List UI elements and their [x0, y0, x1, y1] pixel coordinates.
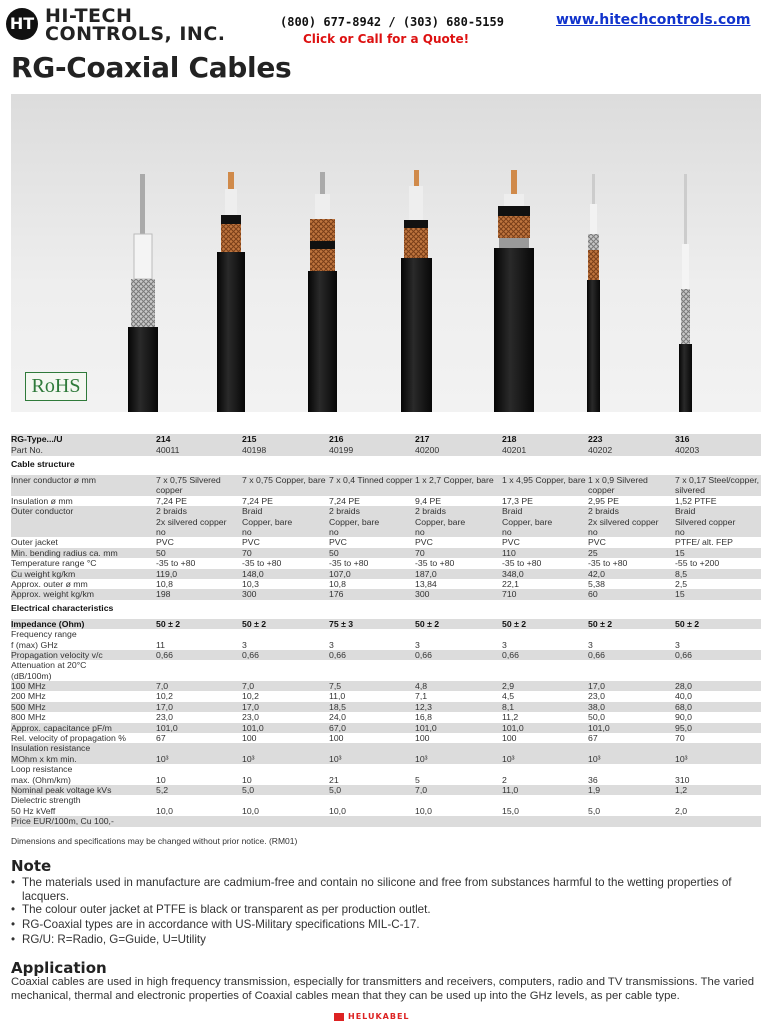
table-cell: 10³ — [502, 753, 515, 764]
note-bullet: • The colour outer jacket at PTFE is black or transparent as per production outlet. — [11, 903, 431, 916]
rohs-badge: RoHS — [25, 372, 87, 401]
row-label: Approx. capacitance pF/m — [11, 722, 112, 733]
table-row — [11, 764, 761, 785]
table-cell: Braid Copper, bare no — [242, 506, 293, 537]
table-cell: 7,0 — [415, 785, 428, 796]
table-cell: 50 ± 2 — [502, 618, 527, 629]
table-row — [11, 691, 761, 701]
table-cell: 10 — [242, 774, 252, 785]
row-label: Dielectric strength 50 Hz kVeff — [11, 795, 81, 816]
table-cell: 40,0 — [675, 691, 692, 702]
row-label: Insulation resistance MOhm x km min. — [11, 743, 91, 764]
table-cell: 100 — [415, 733, 430, 744]
table-cell: 38,0 — [588, 701, 605, 712]
table-cell: 50 — [329, 547, 339, 558]
table-cell: 10,2 — [242, 691, 259, 702]
table-cell: 50 ± 2 — [675, 618, 700, 629]
table-cell: 90,0 — [675, 712, 692, 723]
table-cell: 68,0 — [675, 701, 692, 712]
table-cell: 176 — [329, 589, 344, 600]
table-row — [11, 506, 761, 537]
table-cell: 100 — [242, 733, 257, 744]
table-cell — [675, 660, 677, 670]
table-cell: 11,0 — [329, 691, 346, 702]
table-cell: 10³ — [675, 753, 688, 764]
page-title: RG-Coaxial Cables — [11, 51, 292, 84]
table-cell: 1,52 PTFE — [675, 495, 717, 506]
row-label: Min. bending radius ca. mm — [11, 547, 118, 558]
table-row — [11, 816, 761, 826]
table-cell: 0,66 — [415, 649, 432, 660]
table-cell: 60 — [588, 589, 598, 600]
table-cell: -35 to +80 — [156, 558, 196, 569]
row-label: 800 MHz — [11, 712, 46, 723]
company-logo-icon: HT — [6, 8, 38, 40]
website-link[interactable]: www.hitechcontrols.com — [556, 12, 751, 28]
table-cell: 5,0 — [242, 785, 255, 796]
table-cell: 3 — [588, 639, 593, 650]
table-cell: 11 — [156, 639, 166, 650]
table-cell: 10,0 — [242, 805, 259, 816]
table-cell: 10,8 — [329, 578, 346, 589]
row-label: Insulation ø mm — [11, 495, 73, 506]
part-number-row — [11, 445, 761, 456]
table-cell: 101,0 — [156, 722, 178, 733]
table-cell: 3 — [502, 639, 507, 650]
table-row — [11, 733, 761, 743]
part-number: 40202 — [588, 445, 613, 455]
table-cell: 7,5 — [329, 681, 342, 692]
table-cell: 10 — [156, 774, 166, 785]
table-cell: 198 — [156, 589, 171, 600]
table-row — [11, 475, 761, 496]
table-cell: 42,0 — [588, 568, 605, 579]
table-cell — [415, 816, 417, 826]
part-number: 40011 — [156, 445, 180, 455]
cable-218-image — [494, 170, 534, 412]
table-cell: 10³ — [415, 753, 428, 764]
table-cell: 10,2 — [156, 691, 173, 702]
table-cell: 50,0 — [588, 712, 605, 723]
table-cell: 5,2 — [156, 785, 169, 796]
row-label: Nominal peak voltage kVs — [11, 785, 112, 796]
table-row — [11, 579, 761, 589]
table-cell: 8,5 — [675, 568, 688, 579]
row-label: Loop resistance max. (Ohm/km) — [11, 764, 73, 785]
table-cell: PVC — [588, 537, 606, 548]
table-cell: -35 to +80 — [588, 558, 628, 569]
row-label: Price EUR/100m, Cu 100,- — [11, 816, 114, 827]
row-label: Propagation velocity v/c — [11, 649, 103, 660]
part-number: 40201 — [502, 445, 527, 455]
table-cell: 2 braids 2x silvered copper no — [156, 506, 227, 537]
table-row — [11, 660, 761, 681]
table-cell — [156, 816, 158, 826]
table-cell — [675, 816, 677, 826]
table-cell: 710 — [502, 589, 517, 600]
table-cell: 1 x 0,9 Silvered copper — [588, 475, 648, 496]
table-cell: 1 x 2,7 Copper, bare — [415, 475, 494, 485]
table-cell: 300 — [242, 589, 257, 600]
table-cell: 10³ — [242, 753, 255, 764]
table-cell: 5,38 — [588, 578, 605, 589]
table-cell: 4,8 — [415, 681, 428, 692]
row-label: Outer jacket — [11, 537, 58, 548]
table-cell: 15,0 — [502, 805, 519, 816]
table-cell: 15 — [675, 589, 685, 600]
table-cell — [415, 660, 417, 670]
cable-217-image — [401, 170, 432, 412]
note-bullet: • The materials used in manufacture are cadmium-free and contain no silicone and free from substances harmful to the wetting properties of lacquers. — [11, 876, 732, 903]
table-cell: PVC — [415, 537, 433, 548]
table-cell — [588, 816, 590, 826]
table-cell: 10,8 — [156, 578, 173, 589]
table-row — [11, 558, 761, 568]
table-cell: 7,0 — [242, 681, 255, 692]
table-cell: 17,0 — [588, 681, 605, 692]
table-cell: 310 — [675, 774, 690, 785]
table-cell: -55 to +200 — [675, 558, 720, 569]
table-row — [11, 496, 761, 506]
quote-call-to-action[interactable]: Click or Call for a Quote! — [303, 32, 470, 46]
row-label: Approx. outer ø mm — [11, 578, 88, 589]
table-cell: 67 — [588, 733, 598, 744]
table-cell: 10³ — [588, 753, 601, 764]
table-cell: 18,5 — [329, 701, 346, 712]
company-name-line1: HI-TECH — [45, 5, 133, 27]
table-cell: 70 — [675, 733, 685, 744]
table-cell: 1,2 — [675, 785, 688, 796]
table-cell: 348,0 — [502, 568, 524, 579]
table-cell: 0,66 — [675, 649, 692, 660]
table-cell: 300 — [415, 589, 430, 600]
part-number: 40203 — [675, 445, 700, 455]
table-row — [11, 681, 761, 691]
table-cell: 7,24 PE — [242, 495, 273, 506]
table-cell: 148,0 — [242, 568, 264, 579]
table-cell: 2,0 — [675, 805, 688, 816]
part-number: 40199 — [329, 445, 354, 455]
cable-223-image — [587, 174, 600, 412]
table-cell: 67 — [156, 733, 166, 744]
table-row — [11, 619, 761, 629]
table-cell: 3 — [329, 639, 334, 650]
table-cell: 28,0 — [675, 681, 692, 692]
row-label: Impedance (Ohm) — [11, 618, 85, 629]
table-cell: 0,66 — [329, 649, 346, 660]
table-cell: 10,3 — [242, 578, 259, 589]
part-label: Part No. — [11, 445, 43, 455]
table-cell: 12,3 — [415, 701, 432, 712]
table-cell: 23,0 — [156, 712, 173, 723]
row-label: 100 MHz — [11, 681, 46, 692]
table-row — [11, 569, 761, 579]
section-heading: Electrical characteristics — [11, 602, 114, 613]
table-cell: 10,0 — [329, 805, 346, 816]
table-cell: 7,24 PE — [156, 495, 187, 506]
table-cell: 11,0 — [502, 785, 519, 796]
table-cell: 0,66 — [502, 649, 519, 660]
table-row — [11, 537, 761, 547]
row-label: Attenuation at 20°C (dB/100m) — [11, 660, 87, 681]
table-cell: 15 — [675, 547, 685, 558]
cable-214-image — [128, 174, 158, 412]
table-cell: 50 ± 2 — [242, 618, 267, 629]
table-row — [11, 629, 761, 650]
column-header: 217 — [415, 434, 430, 444]
section-heading: Cable structure — [11, 459, 75, 469]
footnote: Dimensions and specifications may be changed without prior notice. (RM01) — [11, 836, 298, 846]
table-row — [11, 548, 761, 558]
column-header: 316 — [675, 434, 690, 444]
table-cell: 22,1 — [502, 578, 519, 589]
part-number: 40198 — [242, 445, 267, 455]
table-row — [11, 743, 761, 764]
row-label: Frequency range f (max) GHz — [11, 629, 77, 650]
table-cell: 10³ — [329, 753, 342, 764]
table-cell: 17,0 — [242, 701, 259, 712]
row-label: Rel. velocity of propagation % — [11, 733, 126, 744]
table-cell: 11,2 — [502, 712, 519, 723]
table-cell: 70 — [242, 547, 252, 558]
table-cell: 2 — [502, 774, 507, 785]
table-cell: 7 x 0,75 Copper, bare — [242, 475, 326, 485]
row-label: Temperature range °C — [11, 558, 97, 569]
table-cell — [588, 660, 590, 670]
table-cell: 50 ± 2 — [415, 618, 440, 629]
brand-name: HELUKABEL — [348, 1012, 410, 1021]
table-cell: 7 x 0,4 Tinned copper — [329, 475, 413, 485]
table-cell: Braid Copper, bare no — [502, 506, 553, 537]
table-cell: 5,0 — [588, 805, 601, 816]
table-cell: PVC — [329, 537, 347, 548]
table-cell: 67,0 — [329, 722, 346, 733]
table-cell: -35 to +80 — [329, 558, 369, 569]
table-cell: 100 — [329, 733, 344, 744]
table-cell: 2,95 PE — [588, 495, 619, 506]
table-cell: 36 — [588, 774, 598, 785]
table-cell: 2 braids Copper, bare no — [329, 506, 380, 537]
table-cell — [242, 816, 244, 826]
table-cell: Braid Silvered copper no — [675, 506, 736, 537]
table-cell: 25 — [588, 547, 598, 558]
table-cell: 187,0 — [415, 568, 437, 579]
table-cell: 7,1 — [415, 691, 428, 702]
table-row — [11, 723, 761, 733]
brand-logo-icon — [334, 1013, 344, 1021]
table-cell: 10,0 — [415, 805, 432, 816]
table-header-row — [11, 434, 761, 445]
table-cell: 7 x 0,17 Steel/copper, silvered — [675, 475, 760, 496]
table-cell: 3 — [242, 639, 247, 650]
table-cell — [242, 660, 244, 670]
table-cell: 100 — [502, 733, 517, 744]
table-cell — [329, 816, 331, 826]
table-cell: 101,0 — [242, 722, 264, 733]
table-cell: 3 — [415, 639, 420, 650]
table-cell: 10,0 — [156, 805, 173, 816]
column-header: 216 — [329, 434, 344, 444]
table-cell: 101,0 — [502, 722, 524, 733]
table-cell: 50 — [156, 547, 166, 558]
row-label: Cu weight kg/km — [11, 568, 76, 579]
row-label: Approx. weight kg/km — [11, 589, 95, 600]
product-photo — [11, 94, 761, 412]
type-label: RG-Type.../U — [11, 434, 63, 444]
table-cell: 101,0 — [588, 722, 610, 733]
table-cell: 1 x 4,95 Copper, bare — [502, 475, 586, 485]
table-cell: 119,0 — [156, 568, 178, 579]
table-cell: 7,24 PE — [329, 495, 360, 506]
table-cell: 50 ± 2 — [156, 618, 181, 629]
table-row — [11, 650, 761, 660]
table-cell: 7 x 0,75 Silvered copper — [156, 475, 221, 496]
part-number: 40200 — [415, 445, 440, 455]
application-heading: Application — [11, 959, 107, 977]
table-cell: 0,66 — [588, 649, 605, 660]
column-header: 214 — [156, 434, 171, 444]
table-cell: 16,8 — [415, 712, 432, 723]
table-cell — [156, 660, 158, 670]
row-label: 500 MHz — [11, 701, 46, 712]
table-cell: 23,0 — [242, 712, 259, 723]
row-label: Outer conductor — [11, 506, 74, 517]
table-cell: 2,5 — [675, 578, 688, 589]
spec-table — [11, 434, 761, 827]
table-cell: PVC — [156, 537, 174, 548]
table-cell: 5 — [415, 774, 420, 785]
note-bullet: • RG-Coaxial types are in accordance with US-Military specifications MIL-C-17. — [11, 918, 420, 931]
table-row — [11, 702, 761, 712]
table-cell: 9,4 PE — [415, 495, 442, 506]
table-row — [11, 589, 761, 599]
table-cell: 95,0 — [675, 722, 692, 733]
note-heading: Note — [11, 857, 52, 875]
table-cell: 4,5 — [502, 691, 515, 702]
table-cell: -35 to +80 — [415, 558, 455, 569]
cable-215-image — [217, 172, 245, 412]
table-cell: 3 — [675, 639, 680, 650]
table-row — [11, 712, 761, 722]
table-cell: 23,0 — [588, 691, 605, 702]
table-cell: 110 — [502, 547, 516, 558]
column-header: 223 — [588, 434, 603, 444]
cable-216-image — [308, 172, 337, 412]
table-cell: 17,0 — [156, 701, 173, 712]
table-cell: PVC — [242, 537, 260, 548]
phone-numbers: (800) 677-8942 / (303) 680-5159 — [280, 15, 504, 29]
table-cell: 10³ — [156, 753, 169, 764]
column-header: 218 — [502, 434, 517, 444]
table-cell: 7,0 — [156, 681, 169, 692]
table-cell: 0,66 — [242, 649, 259, 660]
note-bullet: • RG/U: R=Radio, G=Guide, U=Utility — [11, 933, 206, 946]
table-cell — [502, 816, 504, 826]
application-text: Coaxial cables are used in high frequency transmission, especially for transmitters and receivers, computers, radio and TV transmissions. The varied mechanical, thermal and electronic properties of Coaxial cables mean that they can be used up into the GHz levels, as per cable type. — [11, 976, 755, 1002]
cable-illustrations — [11, 94, 761, 412]
table-cell: 17,3 PE — [502, 495, 533, 506]
company-name-line2: CONTROLS, INC. — [45, 23, 226, 45]
table-row — [11, 785, 761, 795]
table-cell: 8,1 — [502, 701, 515, 712]
table-cell: 2,9 — [502, 681, 515, 692]
table-cell — [502, 660, 504, 670]
table-cell: 1,9 — [588, 785, 601, 796]
table-cell: 21 — [329, 774, 339, 785]
table-cell: 2 braids 2x silvered copper no — [588, 506, 659, 537]
column-header: 215 — [242, 434, 257, 444]
table-cell: -35 to +80 — [502, 558, 542, 569]
table-cell: 5,0 — [329, 785, 342, 796]
row-label: Inner conductor ø mm — [11, 475, 96, 485]
table-cell: 24,0 — [329, 712, 346, 723]
table-cell: -35 to +80 — [242, 558, 282, 569]
table-cell: 13,84 — [415, 578, 437, 589]
table-cell: 0,66 — [156, 649, 173, 660]
table-cell: PTFE/ alt. FEP — [675, 537, 733, 548]
table-cell: 101,0 — [415, 722, 437, 733]
table-cell: 75 ± 3 — [329, 618, 354, 629]
table-cell: 2 braids Copper, bare no — [415, 506, 466, 537]
row-label: 200 MHz — [11, 691, 46, 702]
table-cell: 50 ± 2 — [588, 618, 613, 629]
table-cell: 70 — [415, 547, 425, 558]
table-cell: 107,0 — [329, 568, 351, 579]
table-cell — [329, 660, 331, 670]
cable-316-image — [679, 174, 692, 412]
table-row — [11, 795, 761, 816]
table-cell: PVC — [502, 537, 520, 548]
